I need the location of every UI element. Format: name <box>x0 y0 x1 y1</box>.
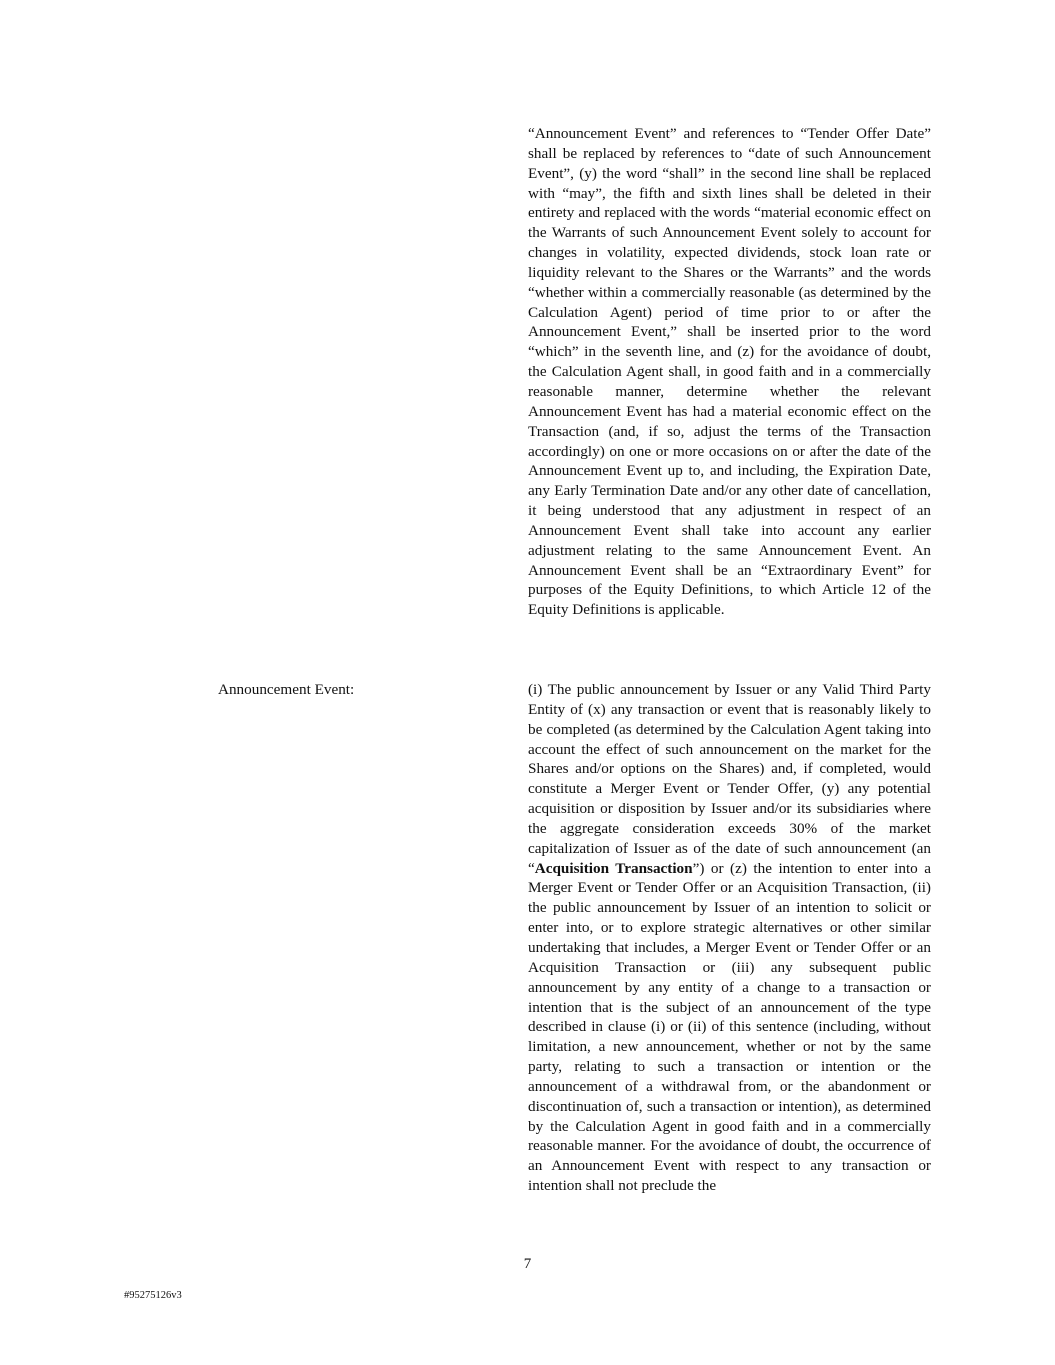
defined-term: Acquisition Transaction <box>534 859 693 877</box>
continuation-paragraph: “Announcement Event” and references to “Tender Offer Date” shall be replaced by references to “date of such Announcement Event”, (y) the word “shall” in the second line shall be replaced with “may”, the fifth and sixth lines shall be deleted in their entirety and replaced with the words “material economic effect on the Warrants of such Announcement Event solely to account for changes in volatility, expected dividends, stock loan rate or liquidity relevant to the Shares or the Warrants” and the words “whether within a commercially reasonable (as determined by the Calculation Agent) period of time prior to or after the Announcement Event,” shall be inserted prior to the word “which” in the seventh line, and (z) for the avoidance of doubt, the Calculation Agent shall, in good faith and in a commercially reasonable manner, determine whether the relevant Announcement Event has had a material economic effect on the Transaction (and, if so, adjust the terms of the Transaction accordingly) on one or more occasions on or after the date of the Announcement Event up to, and including, the Expiration Date, any Early Termination Date and/or any other date of cancellation, it being understood that any adjustment in respect of an Announcement Event shall take into account any earlier adjustment relating to the same Announcement Event. An Announcement Event shall be an “Extraordinary Event” for purposes of the Equity Definitions, to which Article 12 of the Equity Definitions is applicable. <box>528 125 931 619</box>
announcement-event-definition <box>528 680 931 1196</box>
page-number: 7 <box>523 1256 532 1272</box>
definition-text-part1: (i) The public announcement by Issuer or any Valid Third Party Entity of (x) any transaction or event that is reasonably likely to be completed (as determined by the Calculation Agent taking into account the effect of such announcement on the market for the Shares and/or options on the Shares) and, if completed, would constitute a Merger Event or Tender Offer, (y) any potential acquisition or disposition by Issuer and/or its subsidiaries where the aggregate consideration exceeds 30% of the market capitalization of Issuer as of the date of such announcement (an “ <box>528 681 931 877</box>
announcement-event-label: Announcement Event: <box>218 681 355 698</box>
definition-text-part2: ”) or (z) the intention to enter into a Merger Event or Tender Offer or an Acquisition Transaction, (ii) the public announcement by Issuer of an intention to solicit or enter into, or to explore strategic alternatives or other similar undertaking that includes, a Merger Event or Tender Offer or an Acquisition Transaction or (iii) any subsequent public announcement by any entity of a change to a transaction or intention that is the subject of an announcement of the type described in clause (i) or (ii) of this sentence (including, without limitation, a new announcement, whether or not by the same party, relating to such a transaction or intention or the announcement of a withdrawal from, or the abandonment or discontinuation of, such a transaction or intention), as determined by the Calculation Agent in good faith and in a commercially reasonable manner. For the avoidance of doubt, the occurrence of an Announcement Event with respect to any transaction or intention shall not preclude the <box>528 859 931 1195</box>
document-id: #95275126v3 <box>124 1290 182 1301</box>
